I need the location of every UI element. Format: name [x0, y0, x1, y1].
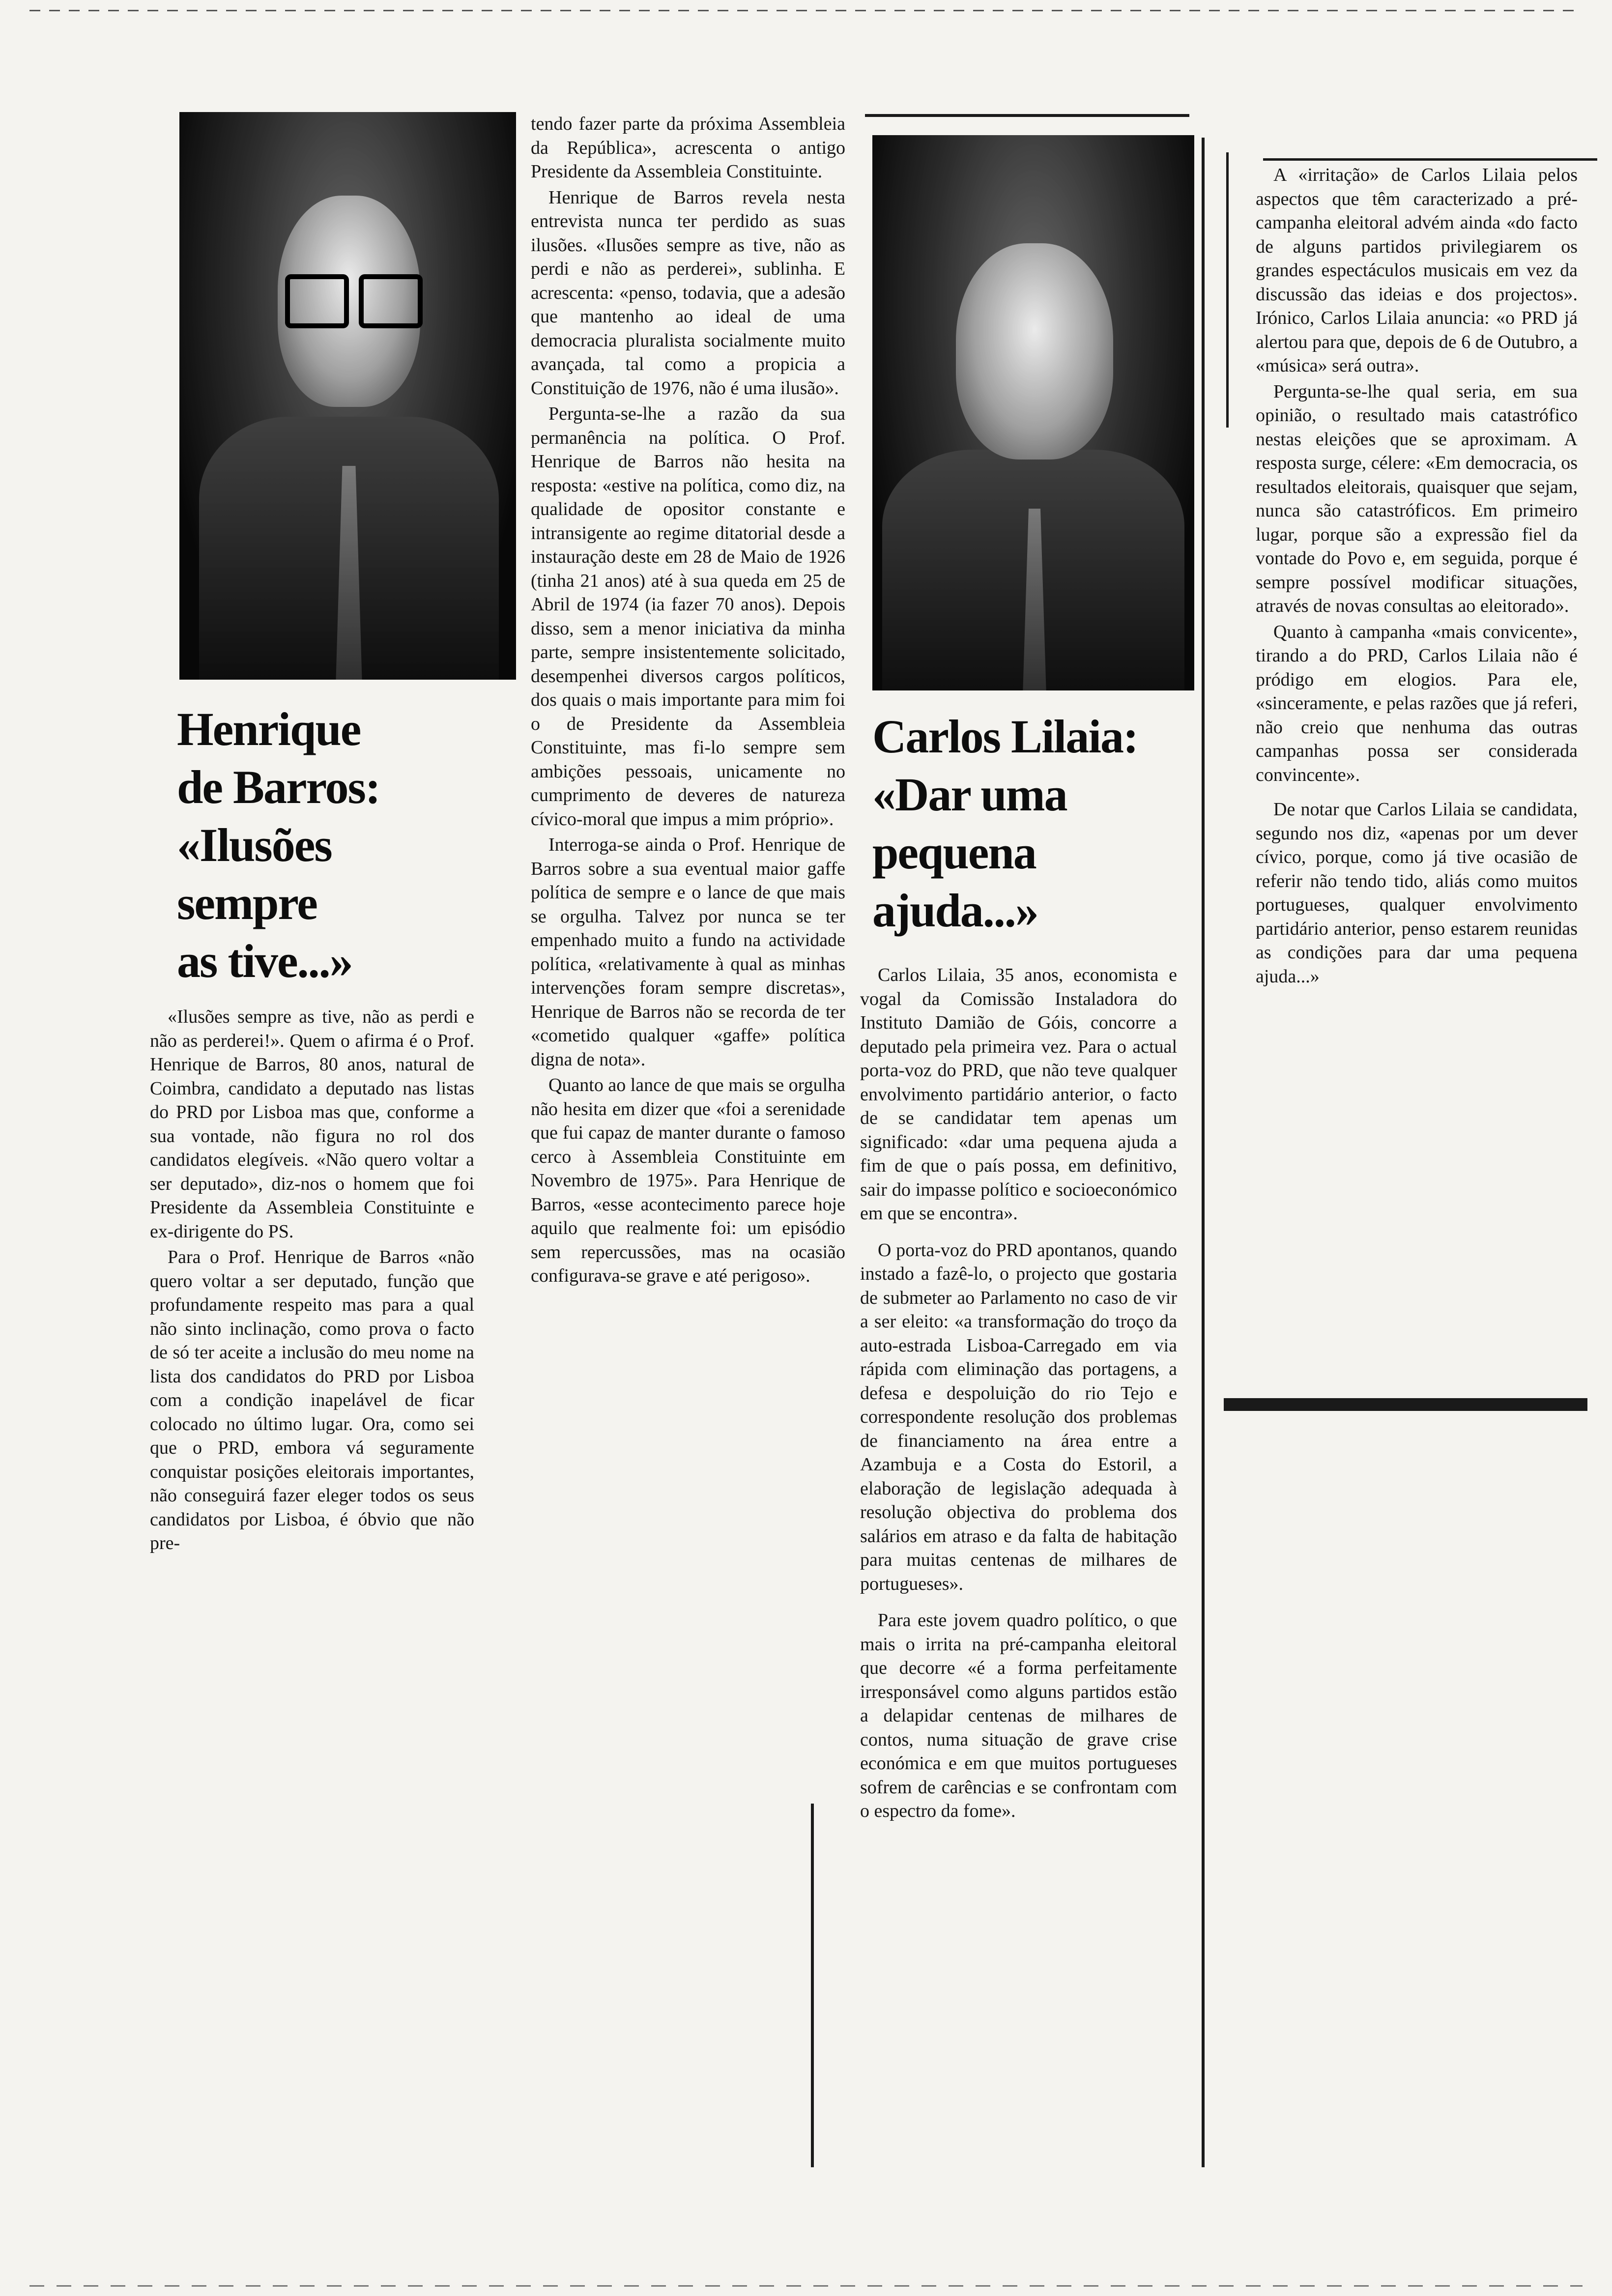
paragraph: Quanto à campanha «mais convicente», tirando a do PRD, Carlos Lilaia não é pródigo em elogios. Para ele, «sinceramente, e pelas razões que já referi, não creio que nenhuma das outras campanhas possa ser considerada convincente». — [1256, 621, 1578, 785]
article1-headline — [177, 700, 516, 990]
paragraph: O porta-voz do PRD apontanos, quando instado a fazê-lo, o projecto que gostaria de submeter ao Parlamento no caso de vir a ser eleito: «a transformação do troço da auto-estrada Lisboa-Carregado em via rápida com eliminação das portagens, a defesa e despoluição do rio Tejo e correspondente resolução dos problemas de financiamento na área entre a Azambuja e a Costa do Estoril, a elaboração de legislação adequada à resolução objectiva do problema dos salários em atraso e da falta de habitação para muitas centenas de milhares de portugueses». — [860, 1239, 1177, 1594]
scan-edge-bottom — [29, 2285, 1583, 2287]
headline-line: ajuda...» — [872, 884, 1038, 937]
headline-line: Carlos Lilaia: — [872, 710, 1138, 763]
paragraph: «Ilusões sempre as tive, não as perdi e não as perderei!». Quem o afirma é o Prof. Henrique de Barros, 80 anos, natural de Coimbra, candidato a deputado nas listas do PRD por Lisboa mas que, conforme a sua vontade, não figura no rol dos candidatos elegíveis. «Não quero voltar a ser deputado», diz-nos o homem que foi Presidente da Assembleia Constituinte e ex-dirigente do PS. — [150, 1006, 474, 1242]
scan-edge-top — [29, 10, 1583, 11]
paragraph: Para este jovem quadro político, o que mais o irrita na pré-campanha eleitoral que decorre «é a forma perfeitamente irresponsável como alguns partidos estão a delapidar centenas de milhares de contos, numa situação de grave crise económica e em que muitos portugueses sofrem de carências e se confrontam com o espectro da fome». — [860, 1610, 1177, 1821]
column-4-end-rule — [1224, 1398, 1587, 1411]
headline-line: Henrique — [177, 703, 361, 755]
paragraph: De notar que Carlos Lilaia se candidata, segundo nos diz, «apenas por um dever cívico, porque, como já tive ocasião de referir não tendo tido, aliás como muitos portugueses, qualquer envolvimento partidário anterior, penso estarem reunidas as condições para dar uma pequena ajuda...» — [1256, 799, 1578, 987]
headline-line: de Barros: — [177, 761, 380, 813]
photo-carlos-lilaia — [872, 135, 1194, 690]
paragraph: Pergunta-se-lhe a razão da sua permanência na política. O Prof. Henrique de Barros não hesita na resposta: «estive na política, como diz, na qualidade de opositor constante e intransigente ao regime ditatorial desde a instauração deste em 28 de Maio de 1926 (tinha 21 anos) até à sua queda em 25 de Abril de 1974 (ia fazer 70 anos). Depois disso, sem a menor iniciativa da minha parte, sempre insistentemente solicitado, desempenhei diversos cargos políticos, dos quais o mais importante para mim foi o de Presidente da Assembleia Constituinte, mas fi-lo sempre sem ambições pessoais, unicamente no cumprimento de deveres de natureza cívico-moral que impus a mim próprio». — [531, 403, 845, 830]
article2-left-rule — [811, 1804, 814, 2167]
headline-line: «Dar uma — [872, 768, 1067, 821]
paragraph: Interroga-se ainda o Prof. Henrique de Barros sobre a sua eventual maior gaffe política de sempre e o lance de que mais se orgulha. Talvez por nunca se ter empenhado muito a fundo na actividade política, «relativamente à qual as minhas intervenções foram sempre discretas», Henrique de Barros não se recorda de ter «cometido qualquer «gaffe» política digna de nota». — [531, 834, 845, 1070]
headline-line: as tive...» — [177, 935, 352, 987]
column-4-top-rule-left — [1226, 152, 1229, 428]
headline-line: «Ilusões — [177, 819, 332, 871]
paragraph: Carlos Lilaia, 35 anos, economista e vogal da Comissão Instaladora do Instituto Damião de Góis, concorre a deputado pela primeira vez. Para o actual porta-voz do PRD, que não teve qualquer envolvimento partidário anterior, o facto de se candidatar tem apenas um significado: «dar uma pequena ajuda a fim de que o país possa, em definitivo, sair do impasse político e socioeconómico em que se encontra». — [860, 965, 1177, 1224]
article1-column-1 — [150, 1005, 474, 1555]
article2-right-rule — [1202, 138, 1205, 2167]
article2-top-rule — [865, 114, 1189, 117]
paragraph: Henrique de Barros revela nesta entrevista nunca ter perdido as suas ilusões. «Ilusões sempre as tive, não as perdi e não as perderei», sublinha. E acrescenta: «penso, todavia, que a adesão que mantenho ao ideal de uma democracia pluralista socialmente muito avançada, tal como a propicia a Constituição de 1976, não é uma ilusão». — [531, 187, 845, 399]
article1-column-2 — [531, 112, 845, 1288]
headline-line: pequena — [872, 826, 1036, 879]
headline-line: sempre — [177, 877, 317, 929]
photo-henrique-de-barros — [179, 112, 516, 680]
paragraph: Para o Prof. Henrique de Barros «não quero voltar a ser deputado, função que profundamente respeito mas para a qual não sinto inclinação, como prova o facto de só ter aceite a inclusão do meu nome na lista dos candidatos do PRD por Lisboa com a condição inapelável de ficar colocado no último lugar. Ora, como sei que o PRD, embora vá seguramente conquistar posições eleitorais importantes, não conseguirá fazer eleger todos os seus candidatos por Lisboa, é óbvio que não pre- — [150, 1247, 474, 1553]
paragraph: A «irritação» de Carlos Lilaia pelos aspectos que têm caracterizado a pré-campanha eleitoral advém ainda «do facto de alguns partidos privilegiarem os grandes espectáculos musicais em vez da discussão das ideias e dos projectos». Irónico, Carlos Lilaia anuncia: «o PRD já alertou para que, depois de 6 de Outubro, a «música» será outra». — [1256, 165, 1578, 376]
paragraph: tendo fazer parte da próxima Assembleia da República», acrescenta o antigo Presidente da Assembleia Constituinte. — [531, 114, 845, 182]
paragraph: Pergunta-se-lhe qual seria, em sua opinião, o resultado mais catastrófico nestas eleições que se aproximam. A resposta surge, célere: «Em democracia, os resultados eleitorais, quaisquer que sejam, nunca são catastróficos. Em primeiro lugar, porque são a expressão fiel da vontade do Povo e, em seguida, porque é sempre possível modificar situações, através de novas consultas ao eleitorado». — [1256, 381, 1578, 616]
article2-headline — [872, 708, 1197, 940]
article2-column-3 — [860, 963, 1177, 1823]
paragraph: Quanto ao lance de que mais se orgulha não hesita em dizer que «foi a serenidade que fui capaz de manter durante o famoso cerco à Assembleia Constituinte em Novembro de 1975». Para Henrique de Barros, «esse acontecimento parece hoje aquilo que realmente foi: um episódio sem repercussões, mas na ocasião configurava-se grave e até perigoso». — [531, 1075, 845, 1286]
article2-column-4 — [1256, 163, 1578, 988]
column-4-top-rule — [1263, 158, 1597, 161]
